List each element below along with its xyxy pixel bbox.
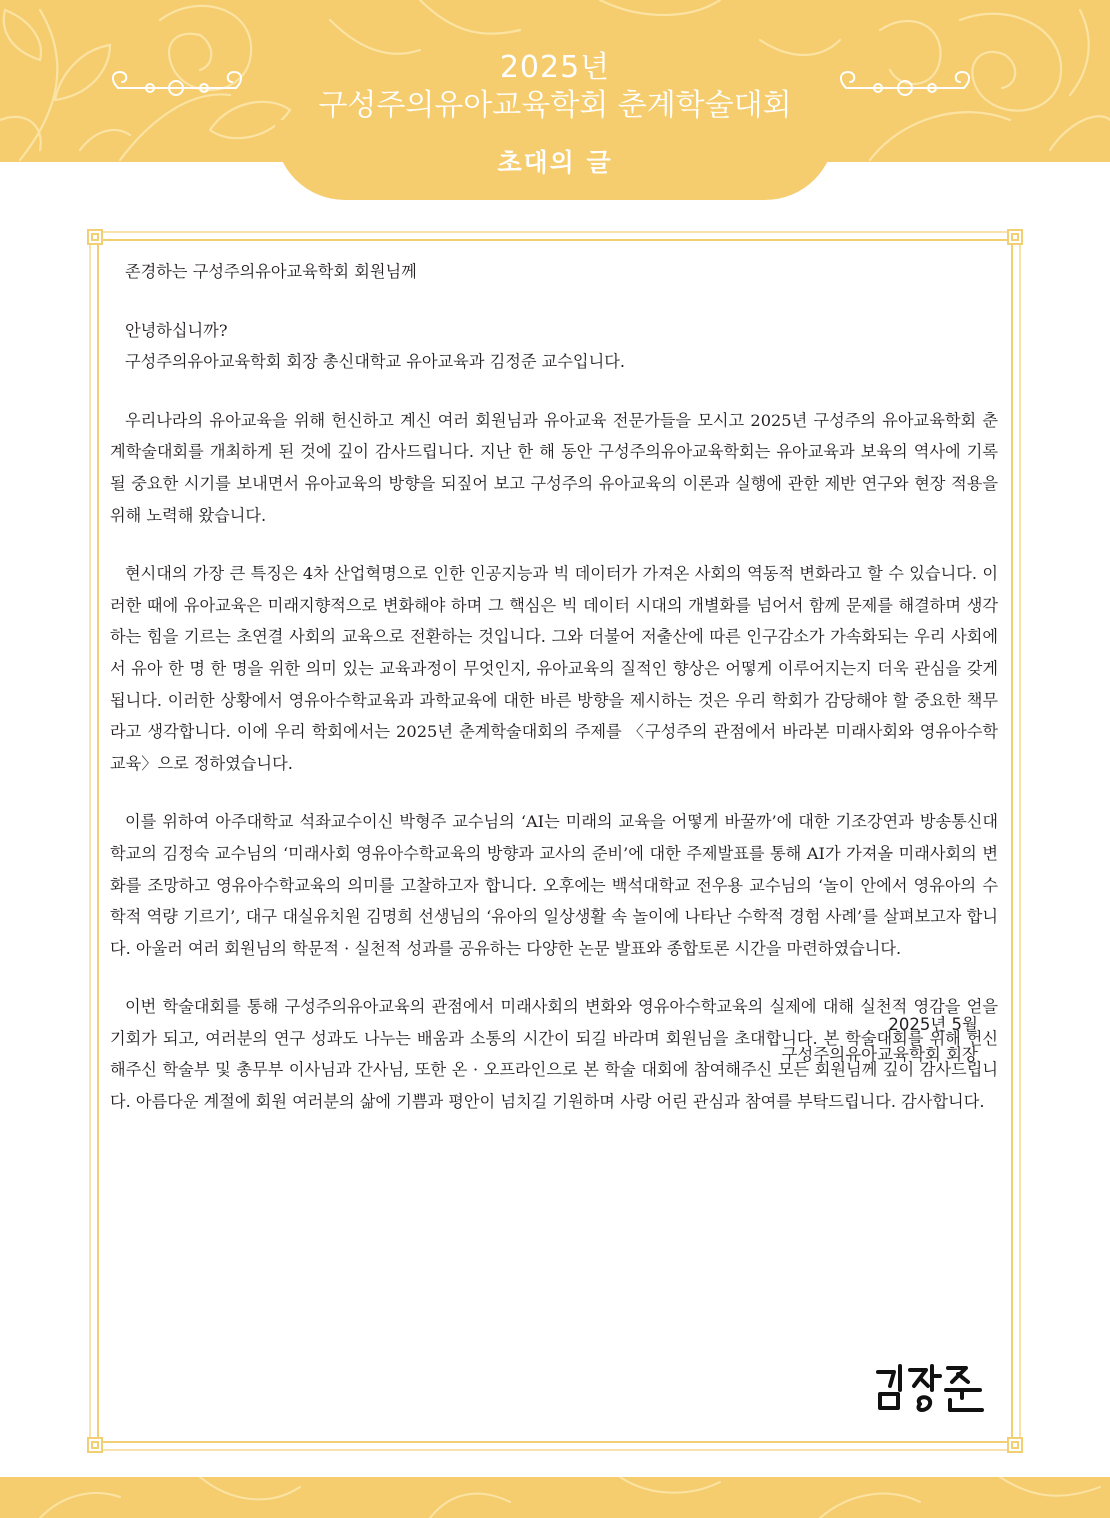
greeting-line-2: 구성주의유아교육학회 회장 총신대학교 유아교육과 김정준 교수입니다. [125,352,625,372]
floral-pattern-footer [0,1477,1110,1518]
paragraph-2: 현시대의 가장 큰 특징은 4차 산업혁명으로 인한 인공지능과 빅 데이터가 가져온 사회의 역동적 변화라고 할 수 있습니다. 이러한 때에 유아교육은 미래지향적으로 변화해야 하며 그 핵심은 빅 데이터 시대의 개별화를 넘어서 함께 문제를 해결하며 생각하는 힘을 기르는 초연결 사회의 교육으로 전환하는 것입니다. 그와 더불어 저출산에 따른 인구감소가 가속화되는 우리 사회에서 유아 한 명 한 명을 위한 의미 있는 교육과정이 무엇인지, 유아교육의 질적인 향상은 어떻게 이루어지는지 더욱 관심을 갖게 됩니다. 이러한 상황에서 영유아수학교육과 과학교육에 대한 바른 방향을 제시하는 것은 우리 학회가 감당해야 할 중요한 책무라고 생각합니다. 이에 우리 학회에서는 2025년 춘계학술대회의 주제를 〈구성주의 관점에서 바라본 미래사회와 영유아수학교육〉으로 정하였습니다. [110,564,998,773]
header-year: 2025년 [499,50,611,85]
salutation: 존경하는 구성주의유아교육학회 회원님께 [125,262,417,281]
closing-position: 구성주의유아교육학회 회장 [781,1045,978,1064]
paragraph-4: 이번 학술대회를 통해 구성주의유아교육의 관점에서 미래사회의 변화와 영유아수학교육의 실제에 대해 실천적 영감을 얻을 기회가 되고, 여러분의 연구 성과도 나누는 배움과 소통의 시간이 되길 바라며 회원님을 초대합니다. 본 학술대회를 위해 헌신해주신 학술부 및 총무부 이사님과 간사님, 또한 온 · 오프라인으로 본 학술 대회에 참여해주신 모든 회원님께 깊이 감사드립니다. 아름다운 계절에 회원 여러분의 삶에 기쁨과 평안이 넘치길 기원하며 사랑 어린 관심과 참여를 부탁드립니다. 감사합니다. [110,997,998,1112]
header-title: 구성주의유아교육학회 춘계학술대회 [318,88,792,123]
header-subtitle: 초대의 글 [497,148,613,177]
closing-block [781,1010,978,1070]
paragraph-3: 이를 위하여 아주대학교 석좌교수이신 박형주 교수님의 ‘AI는 미래의 교육을 어떻게 바꿀까’에 대한 기조강연과 방송통신대학교의 김정숙 교수님의 ‘미래사회 영유아수학교육의 방향과 교사의 준비’에 대한 주제발표를 통해 AI가 가져올 미래사회의 변화를 조망하고 영유아수학교육의 의미를 고찰하고자 합니다. 오후에는 백석대학교 전우용 교수님의 ‘놀이 안에서 영유아의 수학적 역량 기르기’, 대구 대실유치원 김명희 선생님의 ‘유아의 일상생활 속 놀이에 나타난 수학적 경험 사례’를 살펴보고자 합니다. 아울러 여러 회원님의 학문적 · 실천적 성과를 공유하는 다양한 논문 발표와 종합토론 시간을 마련하였습니다. [110,812,998,958]
greeting-line-1: 안녕하십니까? [125,320,228,340]
letter-body [110,256,998,1118]
footer-band [0,1477,1110,1518]
handwritten-signature [870,1360,990,1420]
paragraph-1: 우리나라의 유아교육을 위해 헌신하고 계신 여러 회원님과 유아교육 전문가들을 모시고 2025년 구성주의 유아교육학회 춘계학술대회를 개최하게 된 것에 깊이 감사드립니다. 지난 한 해 동안 구성주의유아교육학회는 유아교육과 보육의 역사에 기록될 중요한 시기를 보내면서 유아교육의 방향을 되짚어 보고 구성주의 유아교육의 이론과 실행에 관한 제반 연구와 현장 적용을 위해 노력해 왔습니다. [110,410,998,525]
closing-date: 2025년 5월 [888,1015,978,1034]
